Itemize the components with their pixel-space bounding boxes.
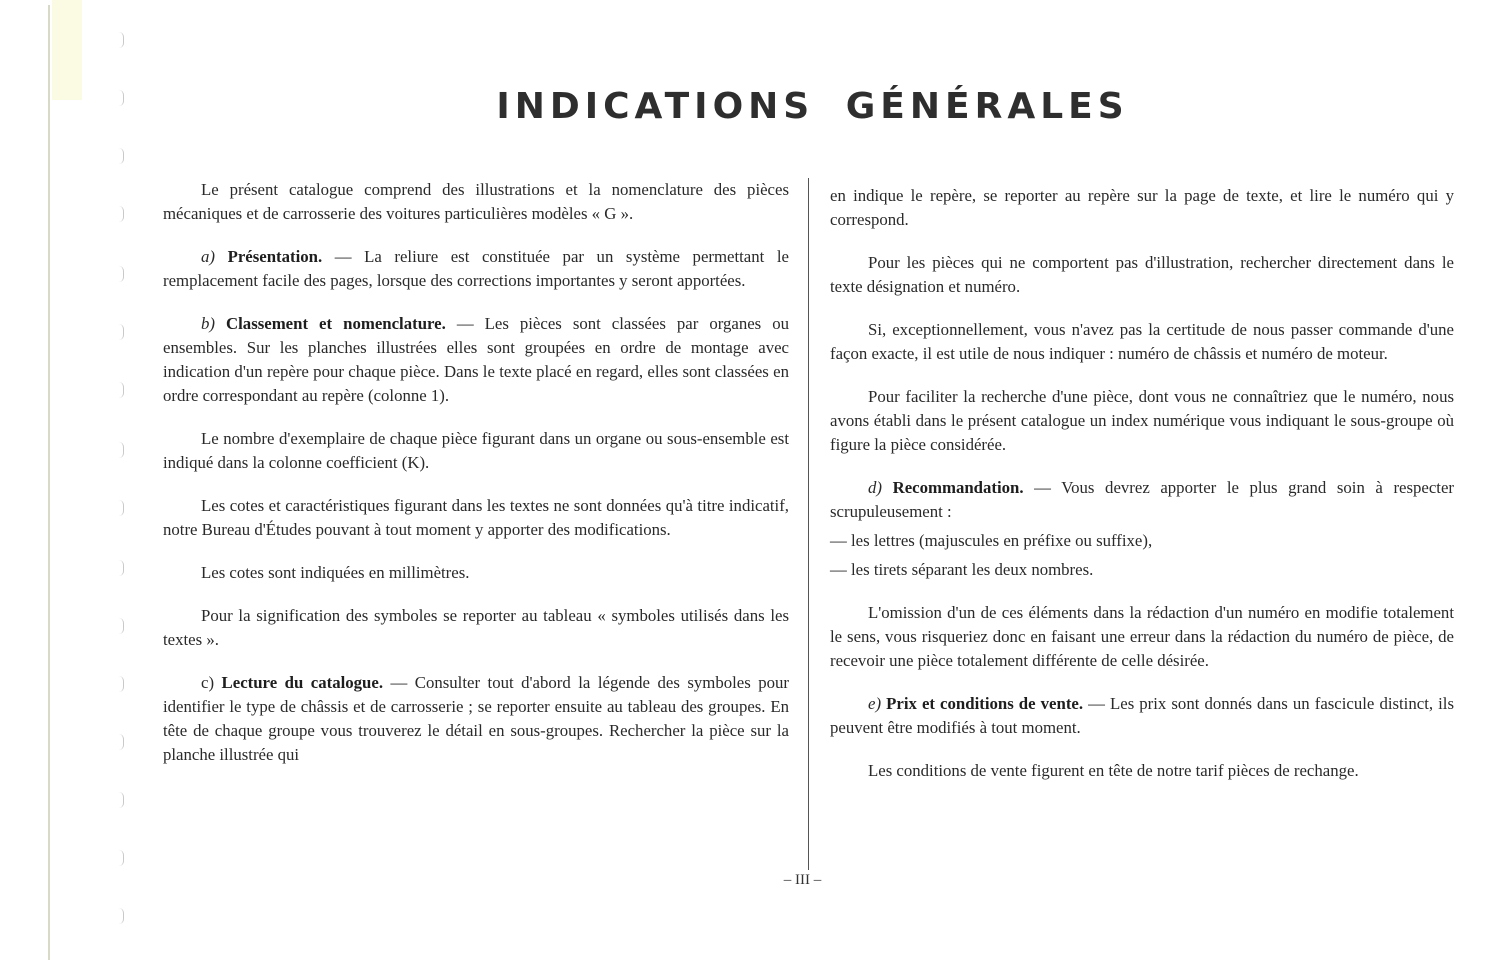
section-text: — La reliure est constituée par un système permettant le remplacement facile des pages, lorsque des corrections importantes y seront apportées. <box>163 247 789 290</box>
punch-hole-mark <box>119 734 124 750</box>
index-paragraph: Pour faciliter la recherche d'une pièce, dont vous ne connaîtriez que le numéro, nous avons établi dans le présent catalogue un index numérique vous indiquant le sous-groupe où figure la pièce considérée. <box>830 387 1454 454</box>
section-letter: c) <box>201 673 215 692</box>
punch-hole-mark <box>119 500 124 516</box>
section-letter: e) <box>868 694 882 713</box>
punch-hole-mark <box>119 908 124 924</box>
page-title: INDICATIONS GÉNÉRALES <box>496 86 1129 127</box>
section-text: — Les prix sont donnés dans un fascicule distinct, ils peuvent être modifiés à tout moment. <box>830 694 1454 737</box>
section-letter: a) <box>201 247 215 266</box>
section-heading: Prix et conditions de vente. <box>886 694 1084 713</box>
presentation-paragraph <box>163 245 789 293</box>
sans-illustration-paragraph: Pour les pièces qui ne comportent pas d'illustration, rechercher directement dans le texte désignation et numéro. <box>830 253 1454 296</box>
punch-hole-mark <box>119 382 124 398</box>
recommandation-paragraph <box>830 476 1454 524</box>
section-heading: Présentation. <box>227 247 323 266</box>
section-heading: Classement et nomenclature. <box>226 314 446 333</box>
millimetres-paragraph: Les cotes sont indiquées en millimètres. <box>201 563 470 582</box>
section-text: — Vous devrez apporter le plus grand soin à respecter scrupuleusement : <box>830 478 1455 521</box>
cotes-paragraph: Les cotes et caractéristiques figurant dans les textes ne sont données qu'à titre indicatif, notre Bureau d'Études pouvant à tout moment y apporter des modifications. <box>163 496 789 539</box>
punch-hole-mark <box>119 792 124 808</box>
section-text: — Les pièces sont classées par organes ou ensembles. Sur les planches illustrées elles sont groupées en ordre de montage avec indication d'un repère pour chaque pièce. Dans le texte placé en regard, elles sont classées en ordre correspondant au repère (colonne 1). <box>163 314 789 405</box>
binding-edge <box>48 5 50 960</box>
punch-hole-mark <box>119 618 124 634</box>
section-letter: b) <box>201 314 215 333</box>
punch-hole-mark <box>119 206 124 222</box>
dash-item-lettres: — les lettres (majuscules en préfixe ou suffixe), <box>830 531 1153 550</box>
lecture-paragraph <box>163 671 789 767</box>
symboles-paragraph: Pour la signification des symboles se reporter au tableau « symboles utilisés dans les textes ». <box>163 606 789 649</box>
punch-hole-mark <box>119 676 124 692</box>
punch-hole-mark <box>119 148 124 164</box>
punch-hole-mark <box>119 324 124 340</box>
binding-strip <box>52 0 82 100</box>
omission-paragraph: L'omission d'un de ces éléments dans la rédaction d'un numéro en modifie totalement le sens, vous risqueriez donc en faisant une erreur dans la rédaction du numéro de pièce, de recevoir une pièce totalement différente de celle désirée. <box>830 603 1454 670</box>
continuation-paragraph: en indique le repère, se reporter au repère sur la page de texte, et lire le numéro qui y correspond. <box>830 186 1454 229</box>
exemplaires-paragraph: Le nombre d'exemplaire de chaque pièce figurant dans un organe ou sous-ensemble est indiqué dans la colonne coefficient (K). <box>163 429 789 472</box>
punch-hole-mark <box>119 560 124 576</box>
section-text: — Consulter tout d'abord la légende des symboles pour identifier le type de châssis et de carrosserie ; se reporter ensuite au tableau des groupes. En tête de chaque groupe vous trouverez le détail en sous-groupes. Rechercher la pièce sur la planche illustrée qui <box>163 673 789 764</box>
section-heading: Lecture du catalogue. <box>221 673 384 692</box>
section-heading: Recommandation. <box>892 478 1024 497</box>
punch-hole-mark <box>119 442 124 458</box>
punch-hole-mark <box>119 850 124 866</box>
page-number: – III – <box>783 872 822 888</box>
intro-paragraph: Le présent catalogue comprend des illustrations et la nomenclature des pièces mécaniques et de carrosserie des voitures particulières modèles « G ». <box>163 180 789 223</box>
dash-item-tirets: — les tirets séparant les deux nombres. <box>830 560 1094 579</box>
punch-hole-mark <box>119 266 124 282</box>
exceptionnellement-paragraph: Si, exceptionnellement, vous n'avez pas la certitude de nous passer commande d'une façon exacte, il est utile de nous indiquer : numéro de châssis et numéro de moteur. <box>830 320 1454 363</box>
punch-hole-mark <box>119 32 124 48</box>
right-column <box>830 184 1454 802</box>
classement-paragraph <box>163 312 789 408</box>
left-column <box>163 178 789 786</box>
section-letter: d) <box>868 478 882 497</box>
prix-paragraph <box>830 692 1454 740</box>
column-divider <box>808 178 809 870</box>
conditions-paragraph: Les conditions de vente figurent en tête de notre tarif pièces de rechange. <box>868 761 1359 780</box>
